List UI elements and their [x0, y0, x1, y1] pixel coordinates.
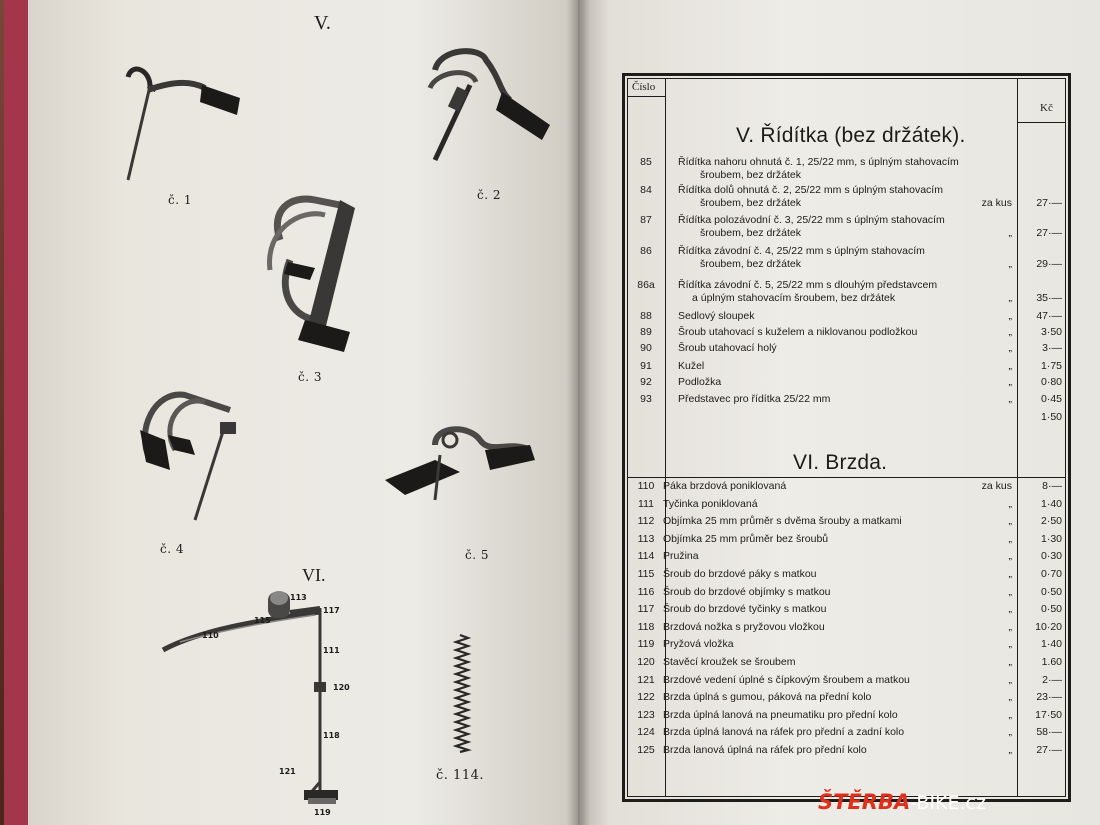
item-unit: „ [1008, 393, 1012, 405]
item-price: 17·50 [1035, 709, 1062, 721]
item-unit: „ [1008, 709, 1012, 721]
item-unit: za kus [981, 197, 1012, 209]
item-description [678, 326, 978, 339]
description-line: Představec pro řídítka 25/22 mm [678, 393, 831, 405]
item-unit: „ [1008, 568, 1012, 580]
handlebar-4-illustration [140, 395, 236, 520]
item-price: 27·— [1036, 227, 1062, 239]
item-unit: „ [1008, 603, 1012, 615]
handlebar-3-illustration [270, 199, 355, 352]
caption-c1: č. 1 [168, 193, 192, 207]
caption-c114: č. 114. [436, 768, 484, 783]
item-price: 0·30 [1040, 550, 1062, 562]
item-description: Šroub do brzdové páky s matkou [663, 568, 817, 580]
item-number: 87 [640, 214, 652, 226]
item-unit: „ [1008, 638, 1012, 650]
item-unit: „ [1008, 498, 1012, 510]
item-unit: „ [1008, 310, 1012, 322]
item-unit: „ [1008, 227, 1012, 239]
item-number: 90 [640, 342, 652, 354]
item-description: Šroub do brzdové objímky s matkou [663, 586, 831, 598]
item-price: 2·50 [1040, 515, 1062, 527]
item-unit: „ [1008, 621, 1012, 633]
description-line: Řídítka polozávodní č. 3, 25/22 mm s úplným stahovacím [678, 214, 945, 226]
item-number: 93 [640, 393, 652, 405]
item-description [678, 310, 978, 323]
description-line: šroubem, bez držátek [700, 197, 801, 209]
item-description: Páka brzdová poniklovaná [663, 480, 787, 492]
section-vi-rule [627, 477, 1066, 478]
description-line: šroubem, bez držátek [700, 258, 801, 270]
item-number: 84 [640, 184, 652, 196]
item-unit: „ [1008, 656, 1012, 668]
item-unit: „ [1008, 342, 1012, 354]
item-unit: „ [1008, 744, 1012, 756]
item-description [678, 279, 978, 305]
item-number: 111 [638, 498, 654, 510]
brake-assembly-illustration [163, 591, 338, 804]
watermark-main: ŠTĚRBA [818, 790, 911, 814]
item-number: 116 [637, 586, 655, 598]
part-label-117: 117 [323, 606, 340, 615]
item-description [678, 393, 978, 406]
description-line: Kužel [678, 360, 705, 372]
item-unit: „ [1008, 292, 1012, 304]
item-price: 35·— [1036, 292, 1062, 304]
item-number: 124 [637, 726, 655, 738]
item-unit: „ [1008, 691, 1012, 703]
caption-c2: č. 2 [477, 188, 501, 202]
description-line: Řídítka závodní č. 5, 25/22 mm s dlouhým představcem [678, 279, 938, 291]
part-label-121: 121 [279, 767, 296, 776]
section-v-title: V. Řídítka (bez držátek). [736, 124, 966, 147]
description-line: Šroub utahovací s kuželem a niklovanou podložkou [678, 326, 918, 338]
handlebar-1-illustration [128, 69, 240, 180]
item-unit: „ [1008, 258, 1012, 270]
section-v-heading: V. [314, 12, 331, 34]
item-description: Tyčinka poniklovaná [663, 498, 758, 510]
item-number: 86a [637, 279, 655, 291]
item-number: 85 [640, 156, 652, 168]
caption-c5: č. 5 [465, 548, 489, 562]
item-number: 112 [637, 515, 655, 527]
item-price: 0·45 [1040, 393, 1062, 405]
item-description: Stavěcí kroužek se šroubem [663, 656, 796, 668]
item-description [678, 184, 978, 210]
item-number: 120 [637, 656, 655, 668]
number-column-rule [665, 78, 666, 797]
item-unit: „ [1008, 376, 1012, 388]
part-label-113: 113 [290, 593, 307, 602]
item-number: 113 [637, 533, 655, 545]
section-vi-heading: VI. [302, 565, 326, 585]
item-unit: „ [1008, 586, 1012, 598]
item-number: 115 [637, 568, 655, 580]
item-description [678, 156, 978, 182]
item-price: 58·— [1036, 726, 1062, 738]
description-line: Šroub utahovací holý [678, 342, 777, 354]
item-price: 3·50 [1040, 326, 1062, 338]
item-price: 1·75 [1040, 360, 1062, 372]
description-line: Řídítka dolů ohnutá č. 2, 25/22 mm s úplným stahovacím [678, 184, 943, 196]
item-number: 89 [640, 326, 652, 338]
item-description [678, 342, 978, 355]
description-line: Sedlový sloupek [678, 310, 755, 322]
description-line: Řídítka nahoru ohnutá č. 1, 25/22 mm, s úplným stahovacím [678, 156, 959, 168]
item-price: 1.60 [1041, 656, 1062, 668]
item-price: 2·— [1042, 674, 1062, 686]
item-description [678, 376, 978, 389]
item-description: Brzda úplná lanová na pneumatiku pro přední kolo [663, 709, 898, 721]
item-unit: „ [1008, 515, 1012, 527]
item-price: 8·— [1042, 480, 1062, 492]
part-label-119: 119 [314, 808, 331, 817]
price-header-rule [1017, 122, 1066, 123]
item-price: 1·30 [1040, 533, 1062, 545]
item-number: 91 [640, 360, 652, 372]
item-unit: „ [1008, 674, 1012, 686]
item-price: 1·40 [1040, 498, 1062, 510]
part-label-118: 118 [323, 731, 340, 740]
item-price: 23·— [1036, 691, 1062, 703]
item-description [678, 245, 978, 271]
item-description: Brzda lanová úplná na ráfek pro přední kolo [663, 744, 867, 756]
item-description: Šroub do brzdové tyčinky s matkou [663, 603, 827, 615]
item-number: 122 [637, 691, 655, 703]
item-unit: za kus [981, 480, 1012, 492]
description-line: a úplným stahovacím šroubem, bez držátek [692, 292, 896, 304]
item-unit: „ [1008, 726, 1012, 738]
item-description: Pružina [663, 550, 699, 562]
part-label-110: 110 [202, 631, 219, 640]
item-number: 118 [637, 621, 655, 633]
item-description [678, 214, 978, 240]
item-price: 3·— [1042, 342, 1062, 354]
item-price: 1·40 [1040, 638, 1062, 650]
item-price: 0·50 [1040, 603, 1062, 615]
item-price: 10·20 [1035, 621, 1062, 633]
item-number: 119 [637, 638, 655, 650]
item-price: 47·— [1036, 310, 1062, 322]
item-description: Brzdové vedení úplné s čípkovým šroubem a matkou [663, 674, 910, 686]
item-number: 88 [640, 310, 652, 322]
item-price: 29·— [1036, 258, 1062, 270]
col-number-header: Číslo [632, 81, 656, 93]
item-price: 0·50 [1040, 586, 1062, 598]
item-description [678, 360, 978, 373]
item-unit: „ [1008, 533, 1012, 545]
item-price: 27·— [1036, 197, 1062, 209]
section-vi-title: VI. Brzda. [793, 451, 888, 474]
item-number: 92 [640, 376, 652, 388]
trailing-price: 1·50 [1040, 411, 1062, 423]
watermark-logo [818, 790, 986, 814]
item-number: 114 [637, 550, 655, 562]
item-description: Brzda úplná s gumou, páková na přední kolo [663, 691, 872, 703]
item-number: 123 [637, 709, 655, 721]
item-unit: „ [1008, 326, 1012, 338]
item-unit: „ [1008, 360, 1012, 372]
item-description: Objímka 25 mm průměr bez šroubů [663, 533, 829, 545]
number-header-rule [627, 96, 665, 97]
item-description: Brzda úplná lanová na ráfek pro přední a zadní kolo [663, 726, 905, 738]
item-number: 86 [640, 245, 652, 257]
item-price: 27·— [1036, 744, 1062, 756]
caption-c3: č. 3 [298, 370, 322, 384]
description-line: šroubem, bez držátek [700, 227, 801, 239]
book-gutter [566, 0, 590, 825]
item-description: Objímka 25 mm průměr s dvěma šrouby a matkami [663, 515, 902, 527]
spring-114-illustration [456, 635, 468, 752]
watermark-tail: -BIKE.cz [910, 792, 986, 814]
price-column-rule [1017, 78, 1018, 797]
item-unit: „ [1008, 550, 1012, 562]
col-price-header: Kč [1040, 102, 1053, 114]
part-label-115: 115 [254, 616, 271, 625]
item-price: 0·80 [1040, 376, 1062, 388]
handlebar-2-illustration [430, 51, 550, 160]
handlebar-5-illustration [385, 429, 535, 500]
item-number: 121 [637, 674, 655, 686]
item-price: 0·70 [1040, 568, 1062, 580]
part-label-111: 111 [323, 646, 340, 655]
item-description: Brzdová nožka s pryžovou vložkou [663, 621, 825, 633]
description-line: Řídítka závodní č. 4, 25/22 mm s úplným stahovacím [678, 245, 925, 257]
item-number: 110 [637, 480, 655, 492]
item-description: Pryžová vložka [663, 638, 734, 650]
part-label-120: 120 [333, 683, 350, 692]
caption-c4: č. 4 [160, 542, 184, 556]
description-line: šroubem, bez držátek [700, 169, 801, 181]
description-line: Podložka [678, 376, 722, 388]
item-number: 117 [637, 603, 655, 615]
item-number: 125 [637, 744, 655, 756]
illustrations [40, 30, 580, 820]
